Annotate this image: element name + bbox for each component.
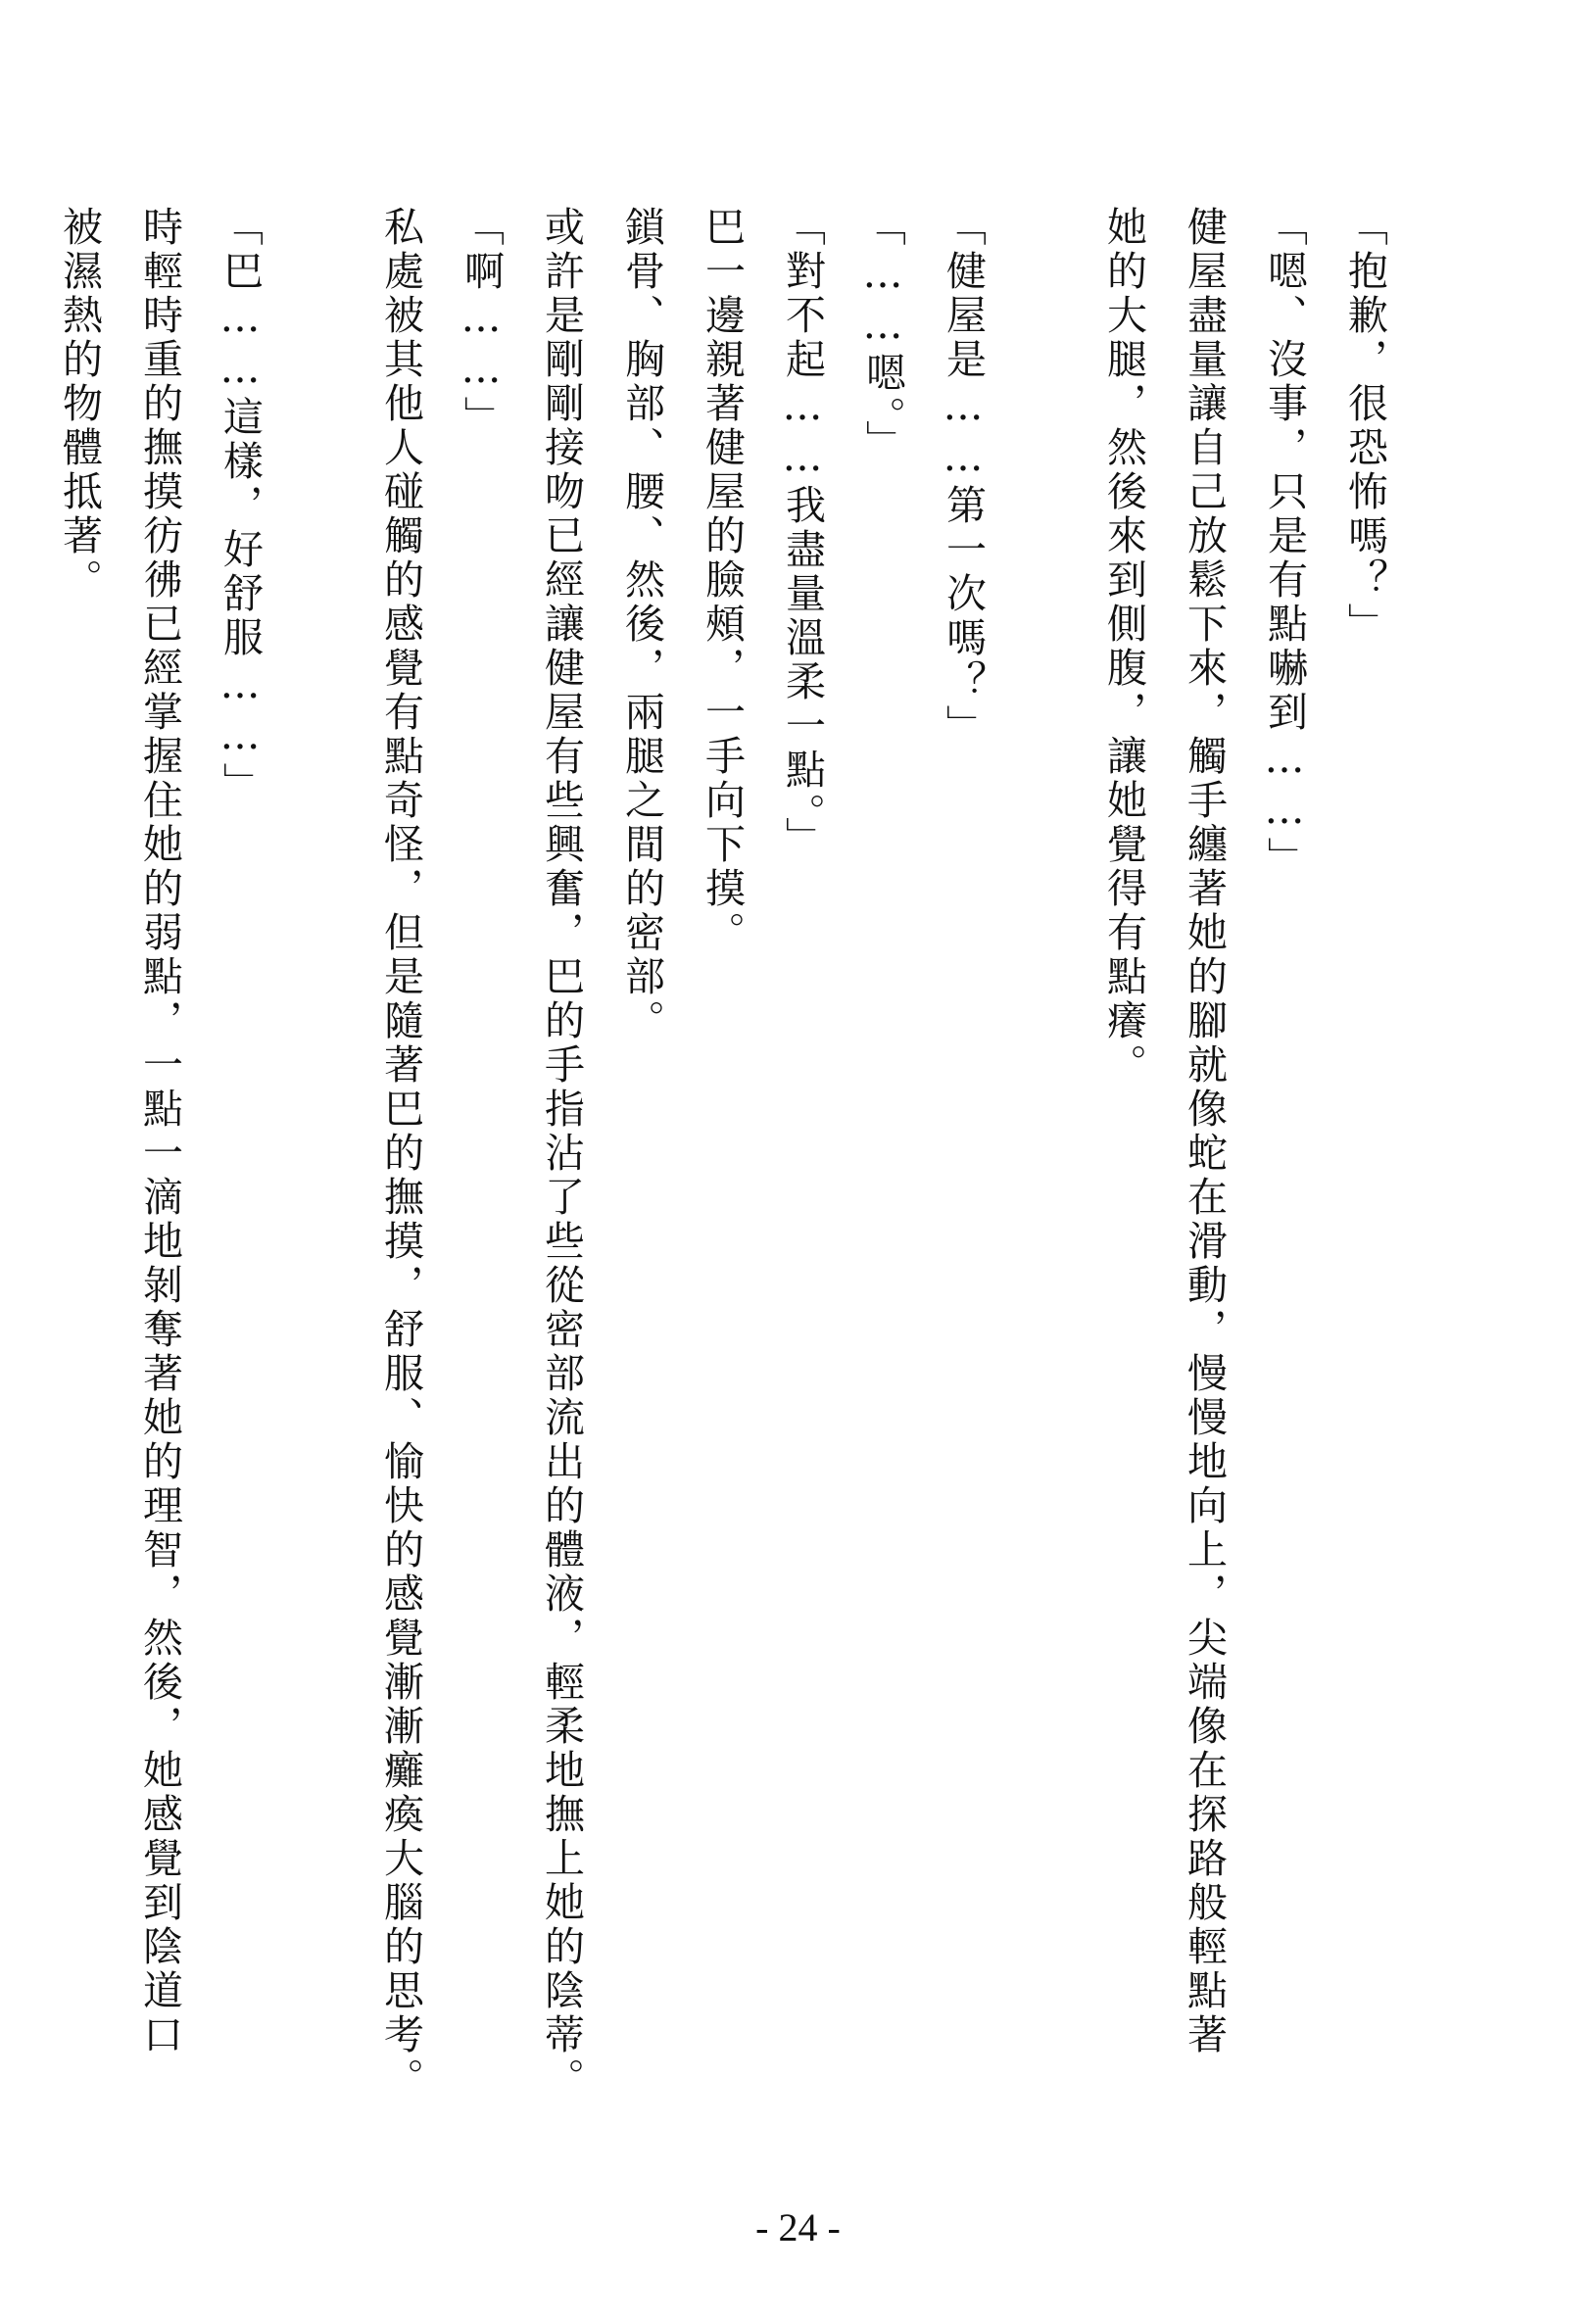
text-line: 健屋盡量讓自己放鬆下來，觸手纏著她的腳就像蛇在滑動，慢慢地向上，尖端像在探路般輕點著: [1181, 206, 1228, 2057]
text-line: 巴一邊親著健屋的臉頰，一手向下摸。: [699, 206, 746, 955]
text-line: 她的大腿，然後來到側腹，讓她覺得有點癢。: [1100, 206, 1147, 1088]
text-line: 「抱歉，很恐怖嗎？」: [1341, 206, 1388, 647]
text-line: 「對不起……我盡量溫柔一點。」: [779, 206, 826, 861]
text-line: 「……嗯。」: [859, 206, 906, 464]
text-line: 「啊……」: [458, 206, 505, 440]
text-line: 「巴……這樣，好舒服……」: [217, 206, 264, 806]
text-line: 「健屋是……第一次嗎？」: [940, 206, 987, 749]
page-number: - 24 -: [755, 2205, 841, 2249]
text-line: 鎖骨、胸部、腰、然後，兩腿之間的密部。: [618, 206, 665, 1043]
text-line: 被濕熱的物體抵著。: [56, 206, 103, 603]
text-line: 私處被其他人碰觸的感覺有點奇怪，但是隨著巴的撫摸，舒服、愉快的感覺漸漸癱瘓大腦的思考。: [377, 206, 424, 2102]
text-line: 「嗯、沒事，只是有點嚇到……」: [1261, 206, 1308, 881]
text-line: 時輕時重的撫摸彷彿已經掌握住她的弱點，一點一滴地剝奪著她的理智，然後，她感覺到陰道口: [136, 206, 183, 2057]
text-line: 或許是剛剛接吻已經讓健屋有些興奮，巴的手指沾了些從密部流出的體液，輕柔地撫上她的陰蒂。: [538, 206, 585, 2102]
vertical-text-body: [39, 206, 1405, 2165]
